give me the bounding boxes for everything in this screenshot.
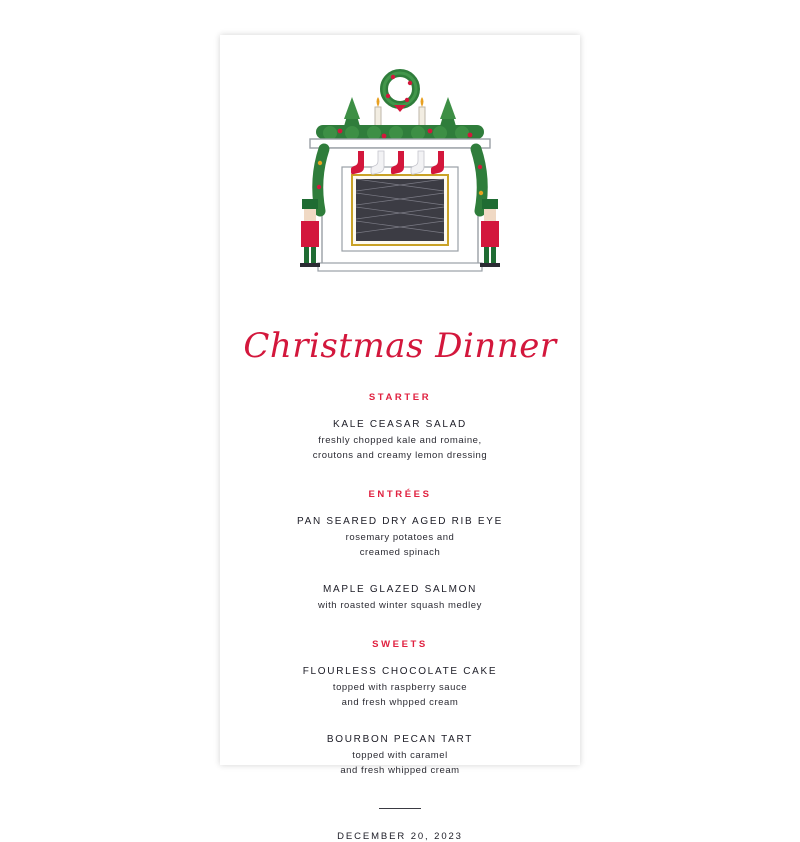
mantel-shelf — [310, 139, 490, 148]
menu-section-starter — [220, 392, 580, 463]
menu-item-name: MAPLE GLAZED SALMON — [323, 584, 477, 595]
menu-item-desc-line: and fresh whipped cream — [340, 765, 460, 776]
menu-section-entrees — [220, 489, 580, 613]
menu-item-name: FLOURLESS CHOCOLATE CAKE — [302, 666, 498, 677]
menu-item-desc-line: topped with raspberry sauce — [332, 682, 468, 693]
menu-item-name: BOURBON PECAN TART — [326, 734, 474, 745]
section-heading: ENTRÉES — [368, 489, 432, 500]
menu-item-desc-line: croutons and creamy lemon dressing — [312, 450, 488, 461]
christmas-fireplace-illustration — [220, 63, 580, 308]
menu-item-name: KALE CEASAR SALAD — [333, 419, 467, 430]
menu-item-desc-line: freshly chopped kale and romaine, — [318, 435, 482, 446]
menu-item-name: PAN SEARED DRY AGED RIB EYE — [297, 516, 503, 527]
menu-item-desc-line: with roasted winter squash medley — [318, 600, 482, 611]
section-heading: STARTER — [368, 392, 432, 403]
menu-item — [220, 417, 580, 463]
menu-item — [220, 732, 580, 778]
mantel-garland-icon — [316, 125, 484, 140]
fireplace-artwork — [280, 63, 520, 293]
menu-item — [220, 664, 580, 710]
wreath-icon — [384, 73, 416, 112]
divider — [379, 808, 421, 809]
menu-title: Christmas Dinner — [243, 326, 557, 366]
menu-section-sweets — [220, 639, 580, 778]
menu-item-desc-line: rosemary potatoes and — [345, 532, 455, 543]
christmas-dinner-menu-card — [220, 35, 580, 842]
menu-item-desc-line: creamed spinach — [359, 547, 441, 558]
section-heading: SWEETS — [372, 639, 428, 650]
menu-item-desc-line: topped with caramel — [352, 750, 448, 761]
menu-item-desc-line: and fresh whpped cream — [341, 697, 459, 708]
menu-date: DECEMBER 20, 2023 — [337, 831, 463, 842]
menu-item — [220, 514, 580, 560]
menu-item — [220, 582, 580, 613]
